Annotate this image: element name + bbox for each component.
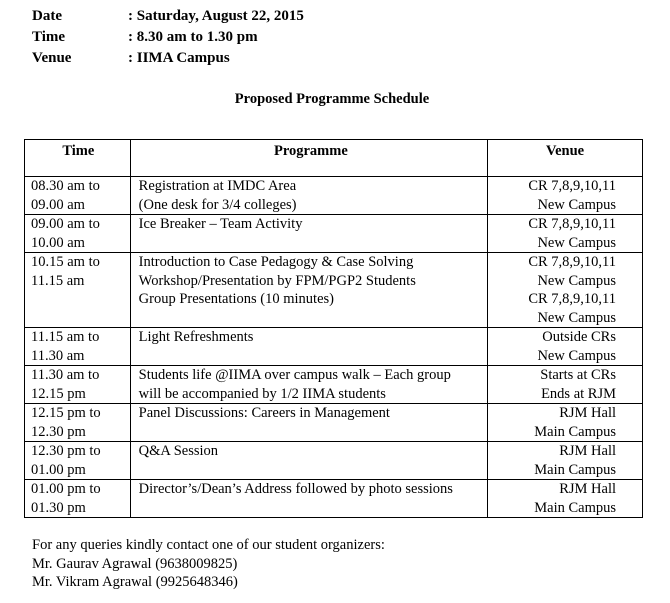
table-row xyxy=(25,480,643,518)
programme-cell xyxy=(130,215,487,253)
date-value: : Saturday, August 22, 2015 xyxy=(128,8,304,24)
programme-cell-line: Q&A Session xyxy=(138,443,219,459)
programme-cell-line: Registration at IMDC Area xyxy=(138,178,297,194)
time-cell xyxy=(25,177,131,215)
venue-cell-line: Main Campus xyxy=(534,499,616,516)
time-value: : 8.30 am to 1.30 pm xyxy=(128,29,258,45)
venue-cell xyxy=(488,253,643,328)
programme-cell xyxy=(130,177,487,215)
venue-cell-line: Outside CRs xyxy=(542,329,616,345)
programme-cell-line: Students life @IIMA over campus walk – Each group xyxy=(138,367,451,383)
programme-cell xyxy=(130,404,487,442)
time-cell xyxy=(25,480,131,518)
venue-cell xyxy=(488,480,643,518)
venue-cell xyxy=(488,442,643,480)
time-row xyxy=(32,27,304,48)
programme-cell-line: Director’s/Dean’s Address followed by photo sessions xyxy=(138,481,453,497)
programme-cell-line: Group Presentations (10 minutes) xyxy=(138,291,334,307)
venue-cell-line: CR 7,8,9,10,11 xyxy=(528,216,616,232)
time-cell xyxy=(25,215,131,253)
time-cell-line: 12.15 pm xyxy=(31,385,86,402)
schedule-table-body xyxy=(25,177,643,518)
contact-footer xyxy=(32,536,385,592)
venue-cell-line: CR 7,8,9,10,11 xyxy=(528,291,616,307)
venue-cell xyxy=(488,328,643,366)
venue-cell-line: RJM Hall xyxy=(559,481,616,497)
time-label: Time xyxy=(32,29,66,45)
venue-cell xyxy=(488,366,643,404)
contact-vikram: Mr. Vikram Agrawal (9925648346) xyxy=(32,574,238,590)
time-cell-line: 11.30 am xyxy=(31,347,85,364)
time-cell xyxy=(25,253,131,328)
table-row xyxy=(25,253,643,328)
schedule-title: Proposed Programme Schedule xyxy=(234,91,430,107)
table-row xyxy=(25,366,643,404)
time-cell-line: 10.00 am xyxy=(31,234,85,251)
venue-cell xyxy=(488,177,643,215)
table-header-row xyxy=(25,140,643,177)
table-row xyxy=(25,442,643,480)
schedule-table xyxy=(24,139,643,518)
programme-cell xyxy=(130,328,487,366)
column-header-time: Time xyxy=(25,140,131,177)
time-cell-line: 08.30 am to xyxy=(31,178,100,194)
time-cell xyxy=(25,404,131,442)
contact-gaurav: Mr. Gaurav Agrawal (9638009825) xyxy=(32,555,238,572)
schedule-title-wrap xyxy=(0,91,670,108)
venue-cell-line: CR 7,8,9,10,11 xyxy=(528,178,616,194)
time-cell-line: 09.00 am to xyxy=(31,216,100,232)
venue-cell-line: New Campus xyxy=(537,234,616,251)
column-header-programme: Programme xyxy=(130,140,487,177)
venue-cell-line: RJM Hall xyxy=(559,443,616,459)
venue-cell xyxy=(488,404,643,442)
programme-cell xyxy=(130,253,487,328)
venue-cell-line: Main Campus xyxy=(534,461,616,478)
venue-cell-line: CR 7,8,9,10,11 xyxy=(528,254,616,270)
venue-cell-line: New Campus xyxy=(537,196,616,213)
time-cell-line: 12.30 pm xyxy=(31,423,86,440)
date-row xyxy=(32,6,304,27)
venue-cell-line: New Campus xyxy=(537,347,616,364)
contact-intro: For any queries kindly contact one of our student organizers: xyxy=(32,537,385,553)
column-header-venue: Venue xyxy=(488,140,643,177)
time-cell-line: 10.15 am to xyxy=(31,254,100,270)
programme-cell-line: Introduction to Case Pedagogy & Case Solving xyxy=(138,254,414,270)
venue-cell-line: New Campus xyxy=(537,309,616,326)
time-cell-line: 12.15 pm to xyxy=(31,405,101,421)
date-label: Date xyxy=(32,8,62,24)
time-cell-line: 09.00 am xyxy=(31,196,85,213)
time-cell xyxy=(25,328,131,366)
programme-cell-line: will be accompanied by 1/2 IIMA students xyxy=(138,385,386,402)
venue-row xyxy=(32,48,304,69)
event-details xyxy=(32,6,304,69)
programme-cell-line: Ice Breaker – Team Activity xyxy=(138,216,303,232)
time-cell xyxy=(25,442,131,480)
programme-cell xyxy=(130,480,487,518)
table-row xyxy=(25,404,643,442)
time-cell-line: 12.30 pm to xyxy=(31,443,101,459)
time-cell-line: 01.30 pm xyxy=(31,499,86,516)
programme-cell-line: Workshop/Presentation by FPM/PGP2 Students xyxy=(138,272,416,289)
venue-cell-line: Ends at RJM xyxy=(541,385,616,402)
venue-cell-line: Main Campus xyxy=(534,423,616,440)
venue-cell-line: New Campus xyxy=(537,272,616,289)
time-cell-line: 01.00 pm to xyxy=(31,481,101,497)
table-row xyxy=(25,328,643,366)
table-row xyxy=(25,177,643,215)
programme-cell-line: Light Refreshments xyxy=(138,329,254,345)
venue-cell-line: RJM Hall xyxy=(559,405,616,421)
venue-cell xyxy=(488,215,643,253)
time-cell-line: 11.15 am to xyxy=(31,329,100,345)
programme-cell xyxy=(130,366,487,404)
time-cell-line: 01.00 pm xyxy=(31,461,86,478)
venue-value: : IIMA Campus xyxy=(128,50,230,66)
time-cell-line: 11.15 am xyxy=(31,272,85,289)
time-cell-line: 11.30 am to xyxy=(31,367,100,383)
time-cell xyxy=(25,366,131,404)
venue-label: Venue xyxy=(32,50,72,66)
programme-cell-line: Panel Discussions: Careers in Management xyxy=(138,405,390,421)
programme-cell-line: (One desk for 3/4 colleges) xyxy=(138,196,297,213)
programme-cell xyxy=(130,442,487,480)
venue-cell-line: Starts at CRs xyxy=(540,367,616,383)
table-row xyxy=(25,215,643,253)
